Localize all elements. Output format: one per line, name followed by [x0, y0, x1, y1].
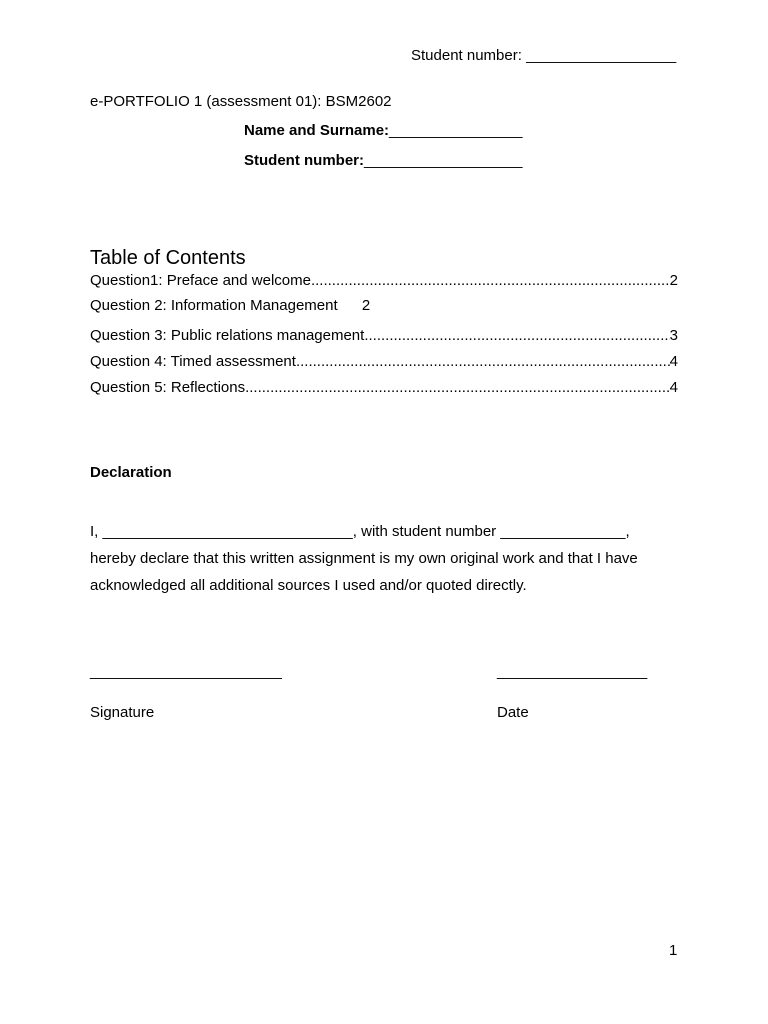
header-student-number-label: Student number: [411, 47, 522, 64]
toc-entry[interactable] [90, 353, 678, 371]
page-number: 1 [669, 942, 678, 959]
header-student-number-blank: __________________ [526, 47, 677, 64]
signature-blank: _______________________ [90, 663, 282, 680]
toc-leader-dots [296, 353, 670, 371]
toc-entry[interactable] [90, 297, 370, 315]
toc-leader-dots [245, 379, 670, 397]
toc-leader-dots [311, 272, 670, 290]
toc-entry-text: Question 2: Information Management [90, 297, 338, 314]
toc-heading: Table of Contents [90, 247, 246, 269]
portfolio-title: e-PORTFOLIO 1 (assessment 01): BSM2602 [90, 93, 392, 110]
toc-entry[interactable] [90, 379, 678, 397]
toc-leader-dots [364, 327, 669, 345]
signature-label: Signature [90, 704, 155, 721]
date-blank: __________________ [497, 663, 648, 680]
toc-entry-page: 2 [361, 297, 371, 314]
toc-entry-text: Question 3: Public relations management [90, 327, 365, 344]
toc-entry-page: 3 [669, 327, 678, 344]
toc-entry-page: 4 [669, 353, 678, 370]
toc-entry-text: Question 5: Reflections [90, 379, 246, 396]
toc-entry[interactable] [90, 272, 678, 290]
name-surname-blank: ________________ [389, 122, 523, 139]
declaration-heading: Declaration [90, 464, 172, 481]
name-surname-label: Name and Surname: [244, 122, 390, 139]
toc-entry-page: 2 [669, 272, 678, 289]
declaration-line-2: hereby declare that this written assignment is my own original work and that I have [90, 550, 638, 567]
declaration-line-3: acknowledged all additional sources I used and/or quoted directly. [90, 577, 527, 594]
toc-entry[interactable] [90, 327, 678, 345]
date-label: Date [497, 704, 529, 721]
toc-entry-text: Question1: Preface and welcome [90, 272, 311, 289]
student-number-field [244, 152, 523, 170]
declaration-line-1: I, ______________________________, with student number _______________, [90, 523, 630, 540]
toc-entry-text: Question 4: Timed assessment [90, 353, 296, 370]
name-surname-field [244, 122, 523, 140]
header-student-number [411, 47, 676, 65]
toc-entry-page: 4 [669, 379, 678, 396]
student-number-label: Student number: [244, 152, 364, 169]
student-number-blank: ___________________ [364, 152, 523, 169]
